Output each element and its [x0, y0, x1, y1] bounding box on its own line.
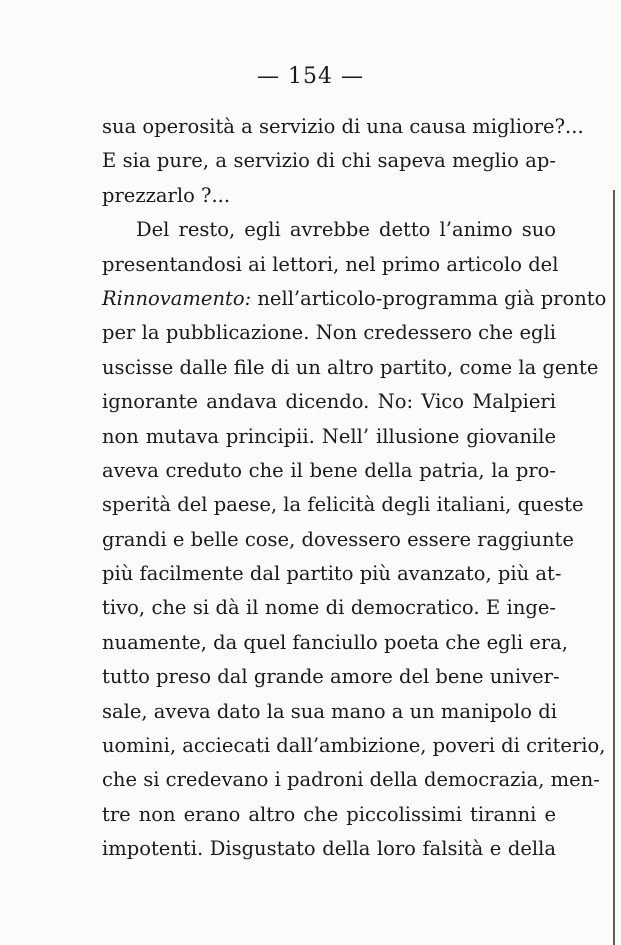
text-line: non mutava principii. Nell’ illusione giovanile — [102, 424, 556, 448]
page-edge-shadow — [613, 190, 615, 945]
text-line: aveva creduto che il bene della patria, la pro- — [102, 458, 556, 482]
text-line: uscisse dalle file di un altro partito, come la gente — [102, 355, 599, 379]
page-number: — 154 — — [257, 64, 364, 89]
text-line: ignorante andava dicendo. No: Vico Malpieri — [102, 390, 556, 414]
text-line: E sia pure, a servizio di chi sapeva meglio ap- — [102, 149, 556, 173]
text-line: tutto preso dal grande amore del bene univer- — [102, 665, 560, 689]
newspaper-title: Rinnovamento: — [102, 286, 252, 310]
text-line: nuamente, da quel fanciullo poeta che egli era, — [102, 630, 568, 654]
text-line: Del resto, egli avrebbe detto l’animo suo — [136, 218, 556, 242]
text-line-with-title — [102, 282, 607, 316]
text-line: sua operosità a servizio di una causa migliore?... — [102, 115, 584, 138]
text-line: per la pubblicazione. Non credessero che egli — [102, 321, 556, 345]
body-text — [102, 110, 607, 867]
text-line: sperità del paese, la felicità degli italiani, queste — [102, 493, 584, 517]
text-line: più facilmente dal partito più avanzato, più at- — [102, 562, 562, 586]
text-line: sale, aveva dato la sua mano a un manipolo di — [102, 699, 557, 723]
text-line-rest: nell’articolo-programma già pronto — [257, 286, 607, 310]
text-line: uomini, acciecati dall’ambizione, poveri di criterio, — [102, 734, 606, 758]
text-line: grandi e belle cose, dovessero essere raggiunte — [102, 527, 574, 551]
text-line: impotenti. Disgustato della loro falsità e della — [102, 837, 556, 861]
text-line: che si credevano i padroni della democrazia, men- — [102, 768, 600, 792]
text-line: tre non erano altro che piccolissimi tiranni e — [102, 802, 556, 826]
text-line: presentandosi ai lettori, nel primo articolo del — [102, 252, 559, 276]
text-line: prezzarlo ?... — [102, 183, 231, 207]
text-line: tivo, che si dà il nome di democratico. E inge- — [102, 596, 556, 620]
